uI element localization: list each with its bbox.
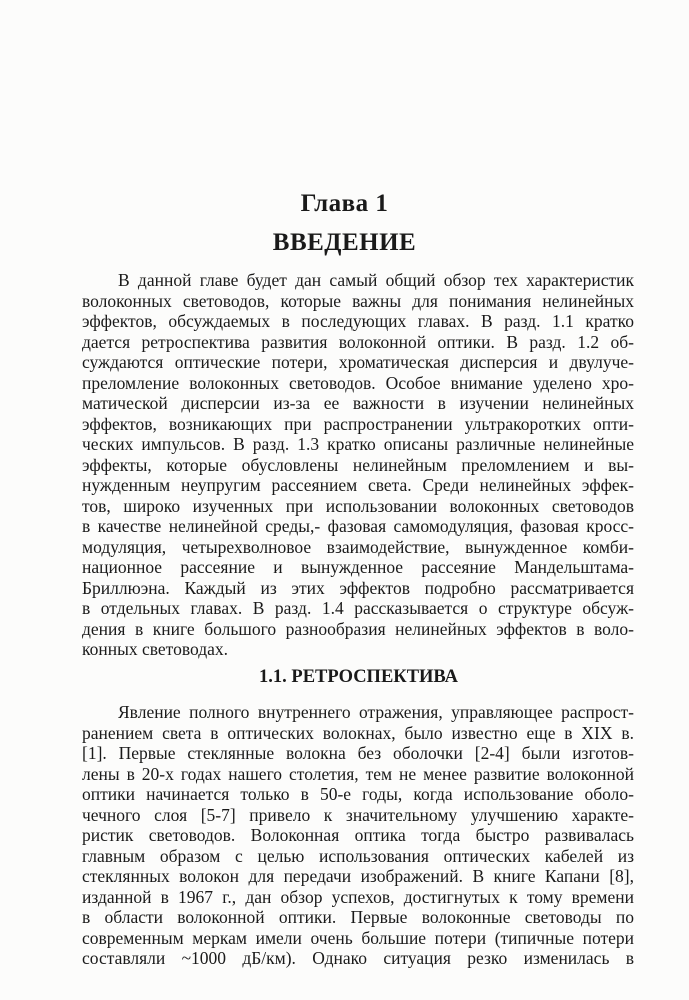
intro-line: в отдельных главах. В разд. 1.4 рассказывается о структуре обсуж- (82, 598, 634, 618)
intro-line: конных световодах. (82, 639, 229, 659)
intro-line: дается ретроспектива развития волоконной оптики. В разд. 1.2 об- (82, 331, 634, 352)
intro-line: в качестве нелинейной среды,- фазовая самомодуляция, фазовая кросс- (82, 516, 634, 536)
section-line: [1]. Первые стеклянные волокна без оболочки [2-4] были изготов- (82, 743, 634, 763)
intro-line: матической дисперсии из-за ее важности в изучении нелинейных (82, 393, 634, 413)
chapter-label: Глава 1 (300, 190, 389, 217)
section-line: оптики начинается только в 50-е годы, когда использование оболо- (82, 784, 634, 804)
intro-line: Бриллюэна. Каждый из этих эффектов подробно рассматривается (82, 577, 634, 598)
section-line: стеклянных волокон для передачи изображений. В книге Капани [8], (82, 866, 634, 886)
intro-line: суждаются оптические потери, хроматическая дисперсия и двулуче- (82, 352, 634, 372)
section-line: лены в 20-х годах нашего столетия, тем не менее развитие волоконной (82, 763, 634, 784)
intro-line: ческих импульсов. В разд. 1.3 кратко описаны различные нелинейные (82, 434, 634, 454)
intro-line: тов, широко изученных при использовании волоконных световодов (82, 495, 634, 516)
intro-line: эффектов, обсуждаемых в последующих главах. В разд. 1.1 кратко (82, 311, 634, 331)
intro-line: эффектов, возникающих при распространении ультракоротких опти- (82, 413, 634, 434)
section-line: современным меркам имели очень большие потери (типичные потери (82, 927, 634, 948)
intro-line: волоконных световодов, которые важны для понимания нелинейных (82, 290, 634, 311)
intro-line: национное рассеяние и вынужденное рассеяние Мандельштама- (82, 557, 634, 577)
section-line: ранением света в оптических волокнах, было известно еще в XIX в. (82, 722, 634, 743)
section-heading: 1.1. РЕТРОСПЕКТИВА (259, 667, 458, 687)
intro-line: нужденным неупругим рассеянием света. Среди нелинейных эффек- (82, 475, 634, 495)
intro-line: В данной главе будет дан самый общий обзор тех характеристик (118, 270, 634, 290)
section-line: Явление полного внутреннего отражения, управляющее распрост- (118, 702, 634, 722)
chapter-title: ВВЕДЕНИЕ (272, 229, 417, 256)
intro-paragraph (82, 270, 634, 660)
intro-line: дения в книге большого разнообразия нелинейных эффектов в воло- (82, 618, 634, 639)
section-line: в области волоконной оптики. Первые волоконные световоды по (82, 907, 634, 927)
intro-line: эффекты, которые обусловлены нелинейным преломлением и вы- (82, 454, 634, 475)
section-line: составляли ~1000 дБ/км). Однако ситуация резко изменилась в (82, 948, 634, 968)
section-line: ристик световодов. Волоконная оптика тогда быстро развивалась (82, 825, 634, 845)
section-paragraph (82, 702, 634, 969)
section-line: изданной в 1967 г., дан обзор успехов, достигнутых к тому времени (82, 886, 634, 907)
section-line: главным образом с целью использования оптических кабелей из (82, 845, 634, 866)
intro-line: преломление волоконных световодов. Особое внимание уделено хро- (82, 372, 634, 393)
intro-line: модуляция, четырехволновое взаимодействие, вынужденное комби- (82, 536, 634, 557)
section-line: чечного слоя [5-7] привело к значительному улучшению характе- (82, 804, 634, 825)
